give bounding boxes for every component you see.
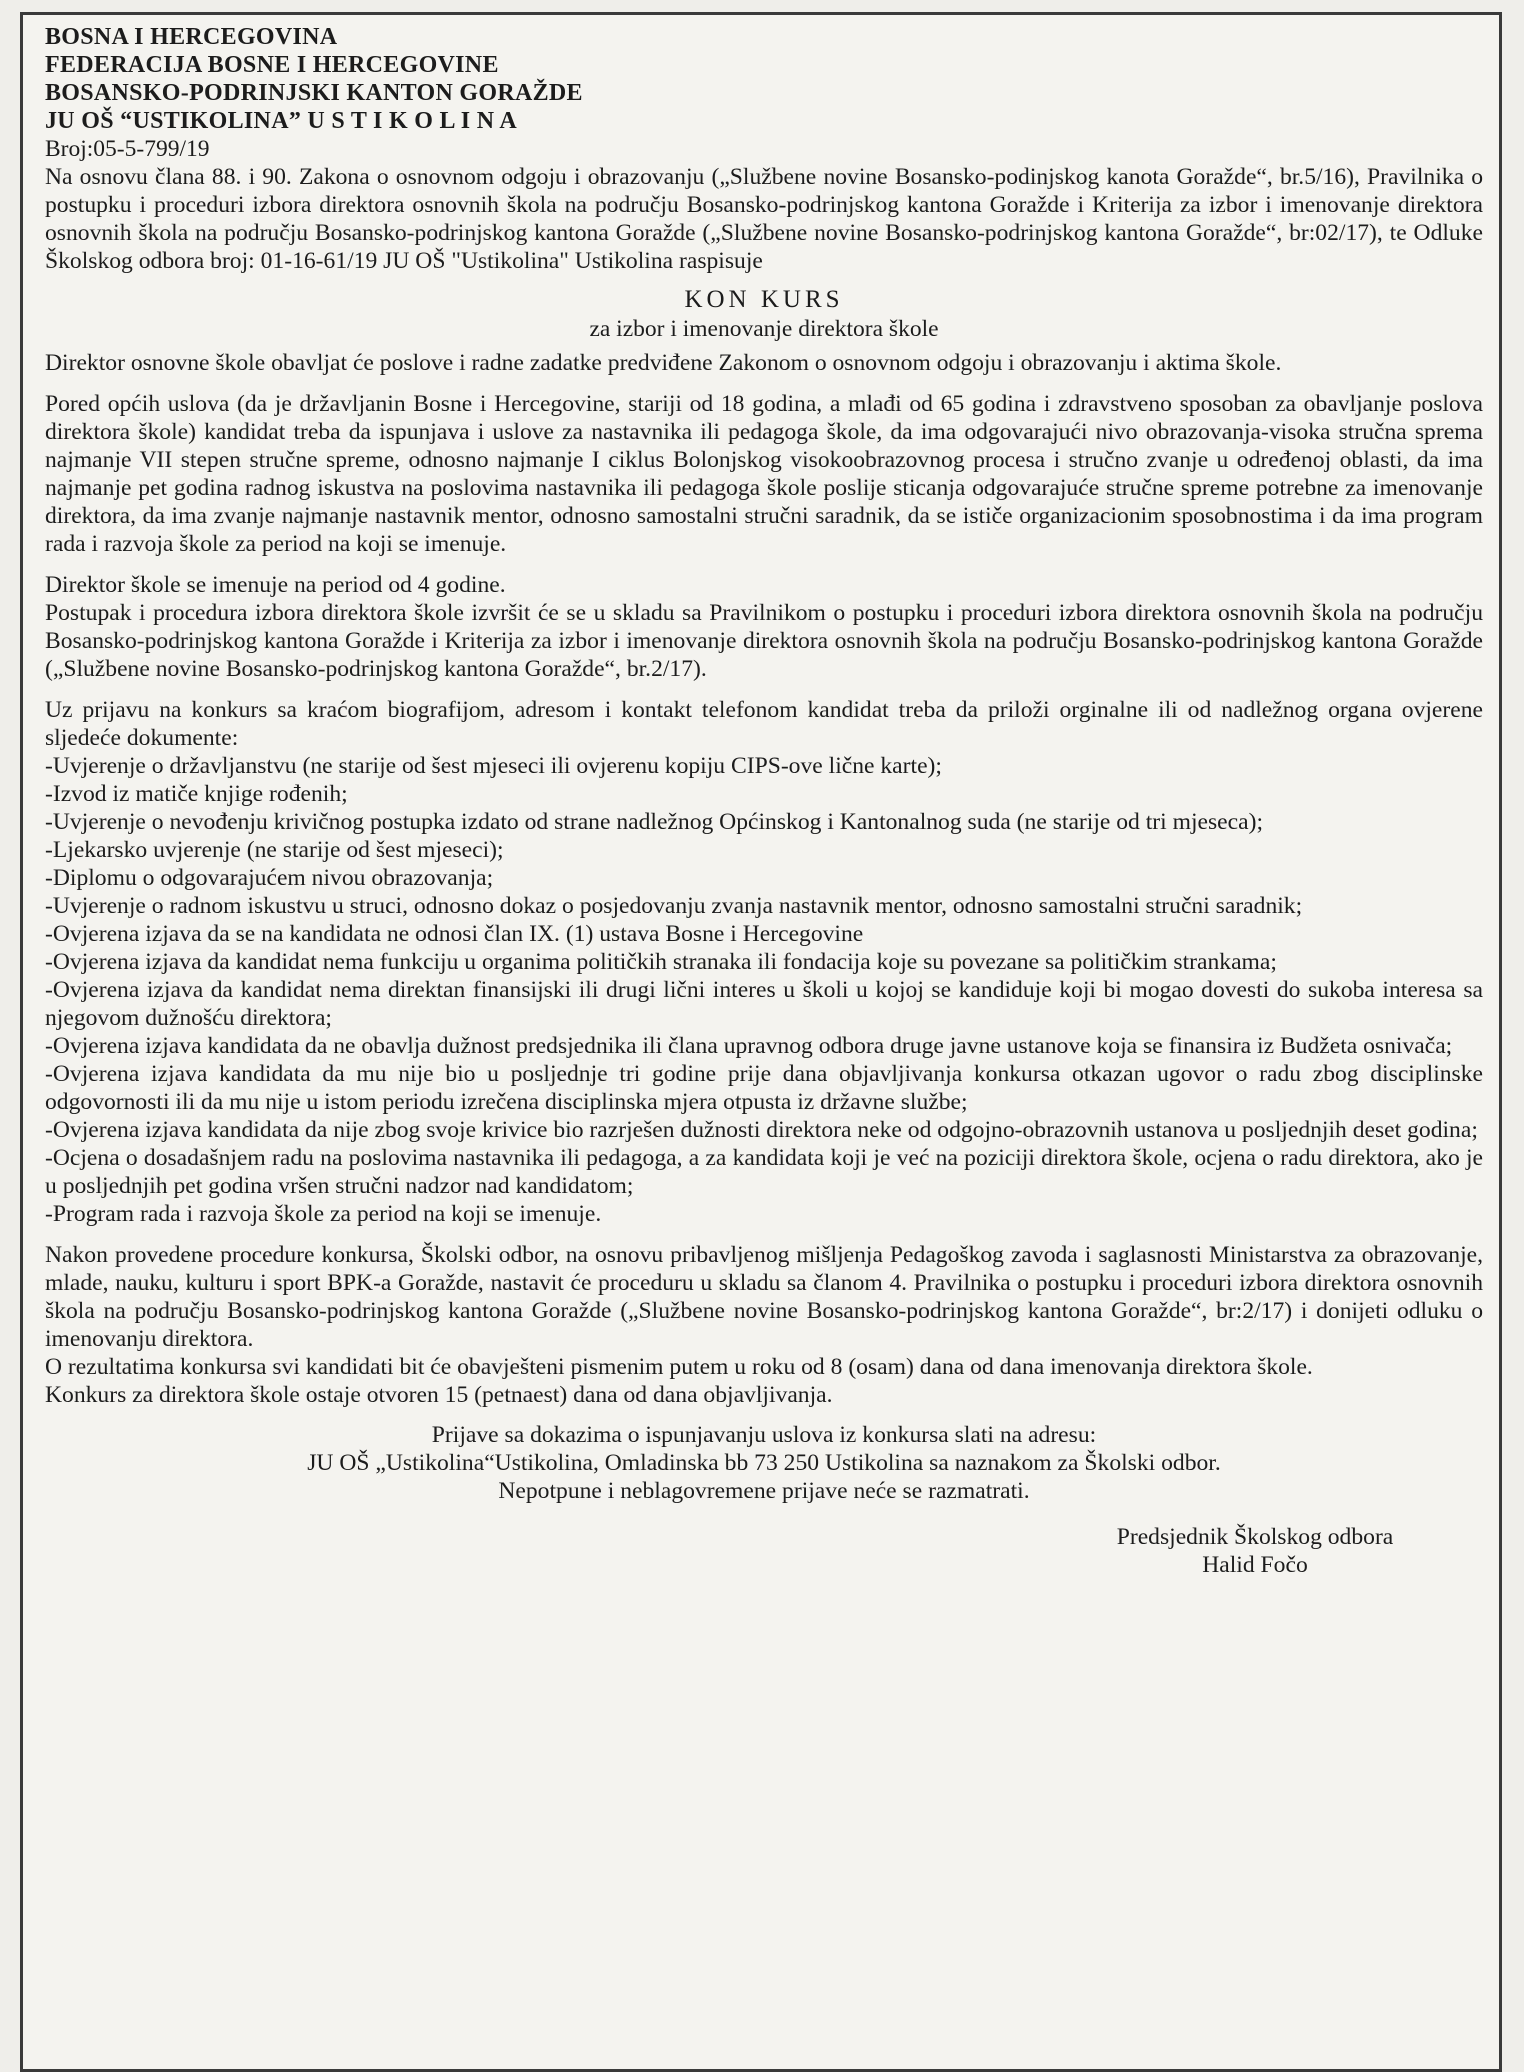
list-item: -Ovjerena izjava kandidata da nije zbog svoje krivice bio razrješen dužnosti direktora neke od odgojno-obrazovnih ustanova u posljednjih deset godina; (45, 1117, 1478, 1143)
header-federation: FEDERACIJA BOSNE I HERCEGOVINE (45, 52, 499, 78)
list-item: -Uvjerenje o radnom iskustvu u struci, odnosno dokaz o posjedovanju zvanja nastavnik mentor, odnosno samostalni stručni saradnik; (45, 893, 1303, 919)
document-title: KON KURS (684, 286, 844, 313)
intro-paragraph: Na osnovu člana 88. i 90. Zakona o osnovnom odgoju i obrazovanju („Službene novine Bosansko-podinjskog kanota Goražde“, br.5/16), Pravilnika o postupku i proceduri izbora direktora osnovnih škola na području Bosansko-podrinjskog kantona Goražde i Kriterija za izbor i imenovanje direktora osnovnih škola na području Bosansko-podrinjskog kantona Goražde („Službene novine Bosansko-podrinjskog kantona Goražde“, br:02/17), te Odluke Školskog odbora broj: 01-16-61/19 JU OŠ "Ustikolina" Ustikolina raspisuje (45, 164, 1483, 274)
list-item: -Diplomu o odgovarajućem nivou obrazovanja; (45, 865, 494, 891)
document-subtitle: za izbor i imenovanje direktora škole (589, 316, 939, 342)
signature-block (1045, 1523, 1465, 1579)
list-item: -Uvjerenje o nevođenju krivičnog postupka izdato od strane nadležnog Općinskog i Kantonalnog suda (ne starije od tri mjeseca); (45, 809, 1264, 835)
document-header (45, 23, 1483, 163)
closing-address: JU OŠ „Ustikolina“Ustikolina, Omladinska bb 73 250 Ustikolina sa naznakom za Školski odbor. (307, 1450, 1221, 1476)
closing-block (45, 1421, 1483, 1505)
header-country: BOSNA I HERCEGOVINA (45, 24, 338, 50)
document-content (45, 23, 1483, 1579)
signature-role: Predsjednik Školskog odbora (1116, 1524, 1394, 1550)
list-item: -Ovjerena izjava kandidata da mu nije bio u posljednje tri godine prije dana objavljivanja konkursa otkazan ugovor o radu zbog disciplinske odgovornosti ili da mu nije u istom periodu izrečena disciplinska mjera otpusta iz državne službe; (45, 1061, 1483, 1115)
paragraph-procedure: Postupak i procedura izbora direktora škole izvršit će se u skladu sa Pravilnikom o postupku i proceduri izbora direktora osnovnih škola na području Bosansko-podrinjskog kantona Goražde i Kriterija za izbor i imenovanje direktora osnovnih škola na području Bosansko-podrinjskog kantona Goražde („Službene novine Bosansko-podrinjskog kantona Goražde“, br.2/17). (45, 600, 1483, 682)
paragraph-after-procedure: Nakon provedene procedure konkursa, Školski odbor, na osnovu pribavljenog mišljenja Pedagoškog zavoda i saglasnosti Ministarstva za obrazovanje, mlade, nauku, kulturu i sport BPK-a Goražde, nastavit će proceduru u skladu sa članom 4. Pravilnika o postupku i proceduri izbora direktora osnovnih škola na području Bosansko-podrinjskog kantona Goražde („Službene novine Bosansko-podrinjskog kantona Goražde“, br:2/17) i donijeti odluku o imenovanju direktora. (45, 1242, 1483, 1352)
paragraph-documents-intro: Uz prijavu na konkurs sa kraćom biografijom, adresom i kontakt telefonom kandidat treba da priloži orginalne ili od nadležnog organa ovjerene sljedeće dokumente: (45, 697, 1483, 751)
list-item: -Ovjerena izjava da se na kandidata ne odnosi član IX. (1) ustava Bosne i Hercegovine (45, 921, 864, 947)
document-number: Broj:05-5-799/19 (45, 136, 210, 162)
paragraph-term: Direktor škole se imenuje na period od 4 godine. (45, 572, 506, 598)
header-canton: BOSANSKO-PODRINJSKI KANTON GORAŽDE (45, 80, 583, 106)
header-school: JU OŠ “USTIKOLINA” U S T I K O L I N A (45, 108, 517, 134)
list-item: -Ljekarsko uvjerenje (ne starije od šest mjeseci); (45, 837, 504, 863)
list-item: -Ovjerena izjava da kandidat nema direktan finansijski ili drugi lični interes u školi u kojoj se kandiduje koji bi mogao dovesti do sukoba interesa sa njegovom dužnošću direktora; (45, 977, 1483, 1031)
documents-list (45, 752, 1483, 1228)
closing-send-to: Prijave sa dokazima o ispunjavanju uslova iz konkursa slati na adresu: (431, 1422, 1097, 1448)
paragraph-duties: Direktor osnovne škole obavljat će poslove i radne zadatke predviđene Zakonom o osnovnom odgoju i obrazovanju i aktima škole. (45, 350, 1282, 376)
signature-name: Halid Fočo (1202, 1552, 1308, 1578)
title-block (45, 285, 1483, 343)
list-item: -Program rada i razvoja škole za period na koji se imenuje. (45, 1201, 602, 1227)
closing-note: Nepotpune i neblagovremene prijave neće se razmatrati. (498, 1478, 1030, 1504)
list-item: -Uvjerenje o državljanstvu (ne starije od šest mjeseci ili ovjerenu kopiju CIPS-ove lične karte); (45, 753, 942, 779)
list-item: -Izvod iz matiče knjige rođenih; (45, 781, 348, 807)
paragraph-open-period: Konkurs za direktora škole ostaje otvoren 15 (petnaest) dana od dana objavljivanja. (45, 1382, 833, 1408)
list-item: -Ovjerena izjava da kandidat nema funkciju u organima političkih stranaka ili fondacija koje su povezane sa političkim strankama; (45, 949, 1277, 975)
paragraph-results: O rezultatima konkursa svi kandidati bit će obavješteni pismenim putem u roku od 8 (osam) dana od dana imenovanja direktora škole. (45, 1354, 1313, 1380)
list-item: -Ovjerena izjava kandidata da ne obavlja dužnost predsjednika ili člana upravnog odbora druge javne ustanove koja se finansira iz Budžeta osnivača; (45, 1033, 1453, 1059)
document-page (20, 12, 1502, 2072)
list-item: -Ocjena o dosadašnjem radu na poslovima nastavnika ili pedagoga, a za kandidata koji je već na poziciji direktora škole, ocjena o radu direktora, ako je u posljednjih pet godina vršen stručni nadzor nad kandidatom; (45, 1145, 1483, 1199)
paragraph-conditions: Pored općih uslova (da je državljanin Bosne i Hercegovine, stariji od 18 godina, a mlađi od 65 godina i zdravstveno sposoban za obavljanje poslova direktora škole) kandidat treba da ispunjava i uslove za nastavnika ili pedagoga škole, da ima odgovarajući nivo obrazovanja-visoka stručna sprema najmanje VII stepen stručne spreme, odnosno najmanje I ciklus Bolonjskog visokoobrazovnog procesa i stručno zvanje u određenoj oblasti, da ima najmanje pet godina radnog iskustva na poslovima nastavnika ili pedagoga škole poslije sticanja odgovarajuće stručne spreme potrebne za imenovanje direktora, da ima zvanje najmanje nastavnik mentor, odnosno samostalni stručni saradnik, da se ističe organizacionim sposobnostima i da ima program rada i razvoja škole za period na koji se imenuje. (45, 391, 1483, 557)
